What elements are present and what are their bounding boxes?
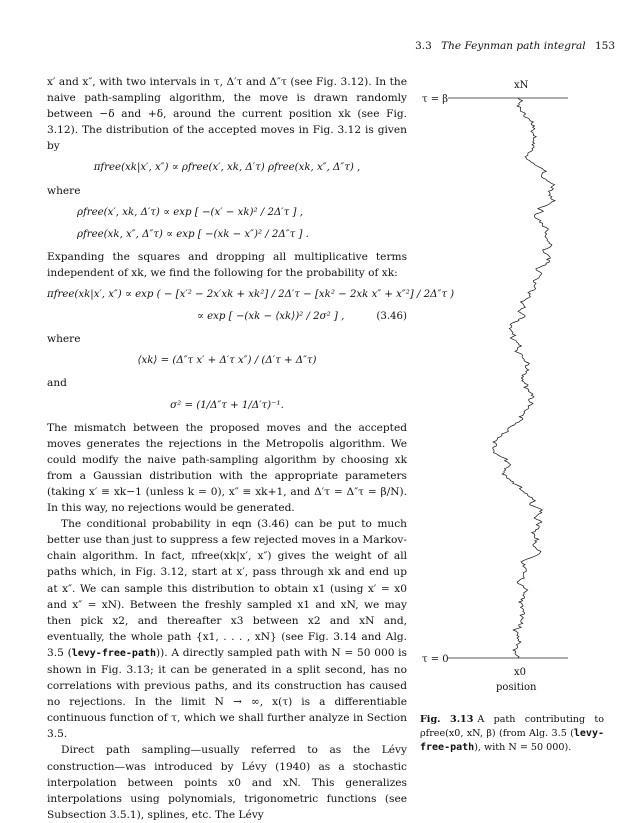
path-diagram: [418, 68, 603, 708]
section-title: The Feynman path integral: [441, 40, 586, 52]
equation-number: (3.46): [376, 311, 407, 323]
where-label-2: where: [47, 333, 81, 346]
running-head: [410, 40, 615, 52]
equation-rho-2: ρfree(xk, x″, Δ″τ) ∝ exp [ −(xk − x″)² / 2Δ″τ ] .: [77, 228, 309, 240]
section-number: 3.3: [415, 40, 432, 52]
x0-label: x0: [514, 667, 527, 678]
paragraph-conditional-start: The conditional probability in eqn (3.46) can be put to much better use than just to suppress a few rejected moves in a Markov-chain algorithm. In fact, πfree(xk|x′, x″) gives the weight of all paths which, in Fig. 3.12, start at x′, pass through xk and end up at x″. We can sample this distribution to obtain x1 (using x′ = x0 and x″ = xN). Between the freshly sampled x1 and xN, we may then pick x2, and thereafter x3 between x2 and xN and, eventually, the whole path {x1, . . . , xN} (see Fig. 3.14 and Alg. 3.5 (: [47, 518, 407, 659]
page-number: 153: [594, 40, 615, 52]
equation-3-46-line-1: πfree(xk|x′, x″) ∝ exp ( − [x′² − 2x′xk + xk²] / 2Δ′τ − [xk² − 2xk x″ + x″²] / 2Δ″τ ): [47, 289, 455, 301]
levy-path-trace: [493, 98, 555, 658]
code-levy-free-path: levy-free-path: [71, 647, 157, 659]
equation-3-46-line-2: [47, 309, 407, 325]
paragraph-direct-sampling: Direct path sampling—usually referred to as the Lévy construction—was introduced by Lévy (1940) as a stochastic interpolation between points x0 and xN. This generalizes interpolations using polynomials, trigonometric functions (see Subsection 3.5.1), splines, etc. The Lévy: [47, 744, 407, 821]
equation-sigma: σ² = (1/Δ″τ + 1/Δ′τ)⁻¹.: [170, 399, 284, 411]
and-label: and: [47, 377, 67, 390]
caption-text-after: ), with N = 50 000).: [474, 742, 572, 753]
paragraph-expanding: Expanding the squares and dropping all multiplicative terms independent of xk, we find the following for the probability of xk:: [47, 250, 407, 279]
paragraph-intro: x′ and x″, with two intervals in τ, Δ′τ and Δ″τ (see Fig. 3.12). In the naive path-sampling algorithm, the move is drawn randomly between −δ and +δ, around the current position xk (see Fig. 3.12). The distribution of the accepted moves in Fig. 3.12 is given by: [47, 76, 407, 153]
caption-code: levy-free-path: [420, 728, 604, 753]
caption-text-before: A path contributing to ρfree(x0, xN, β) (from Alg. 3.5 (: [420, 714, 604, 739]
xN-label: xN: [514, 80, 529, 91]
paragraph-mismatch: The mismatch between the proposed moves and the accepted moves generates the rejections in the Metropolis algorithm. We could modify the naive path-sampling algorithm by choosing xk from a Gaussian distribution with the appropriate parameters (taking x′ ≡ xk−1 (unless k = 0), x″ ≡ xk+1, and Δ′τ = Δ″τ = β/N). In this way, no rejections would be generated.: [47, 421, 407, 515]
paragraph-conditional-end: )). A directly sampled path with N = 50 000 is shown in Fig. 3.13; it can be generated in a split second, has no correlations with previous paths, and its construction has caused no rejections. In the limit N → ∞, x(τ) is a differentiable continuous function of τ, which we shall further analyze in Section 3.5.: [47, 646, 407, 741]
paragraph-conditional: [47, 516, 407, 742]
equation-mean: ⟨xk⟩ = (Δ″τ x′ + Δ′τ x″) / (Δ′τ + Δ″τ): [137, 355, 317, 367]
equation-3-46-rhs: ∝ exp [ −(xk − ⟨xk⟩)² / 2σ² ] ,: [197, 311, 345, 323]
where-label-1: where: [47, 184, 81, 197]
tau-zero-label: τ = 0: [422, 654, 449, 665]
caption-label: Fig. 3.13: [420, 714, 474, 725]
equation-pi-free: πfree(xk|x′, x″) ∝ ρfree(x′, xk, Δ′τ) ρfree(xk, x″, Δ″τ) ,: [93, 162, 361, 174]
figure-3-13: [418, 68, 603, 708]
position-axis-label: position: [496, 682, 537, 693]
tau-beta-label: τ = β: [422, 94, 449, 105]
figure-caption: [420, 713, 604, 755]
equation-rho-1: ρfree(x′, xk, Δ′τ) ∝ exp [ −(x′ − xk)² / 2Δ′τ ] ,: [77, 206, 303, 218]
